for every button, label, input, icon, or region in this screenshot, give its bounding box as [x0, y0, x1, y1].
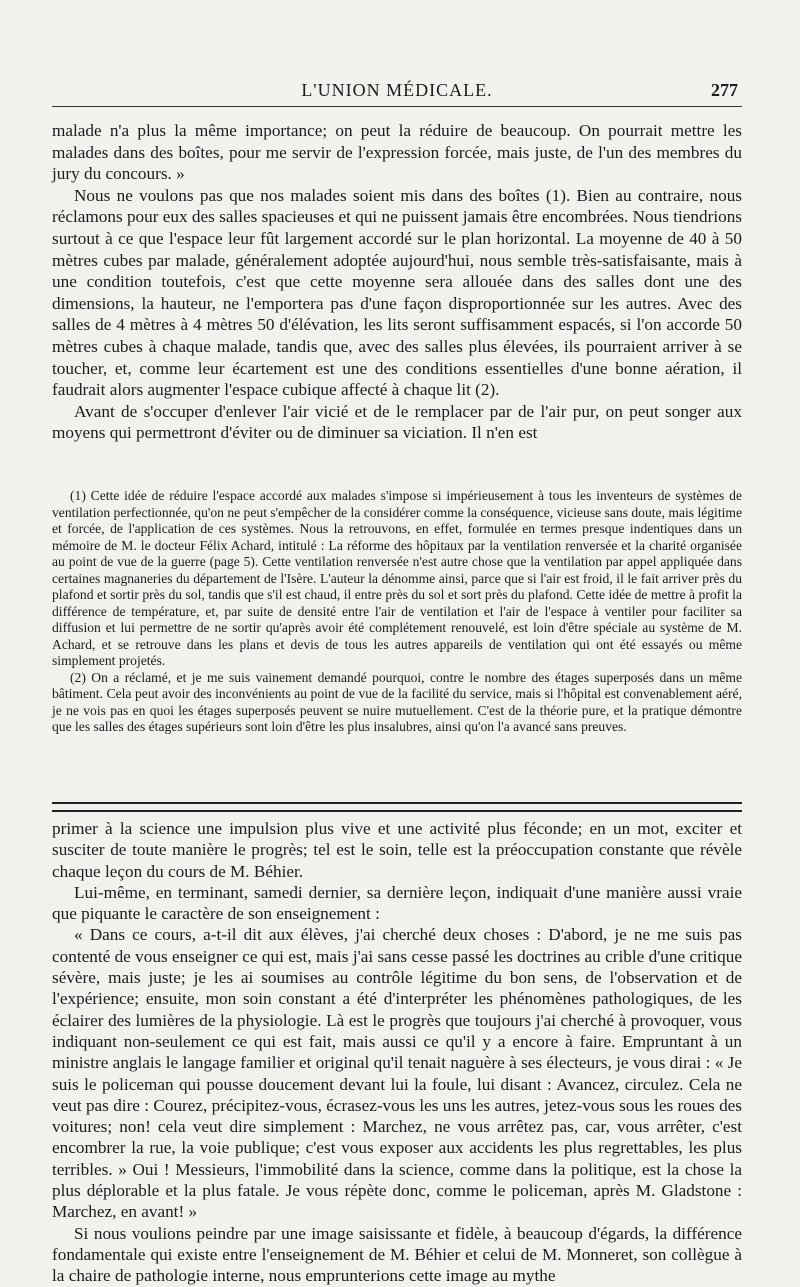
footnotes	[52, 488, 742, 736]
paragraph: Si nous voulions peindre par une image saisissante et fidèle, à beaucoup d'égards, la différence fondamentale qui existe entre l'enseignement de M. Béhier et celui de M. Monneret, son collègue à la chaire de pathologie interne, nous emprunterions cette image au mythe	[52, 1223, 742, 1286]
lower-text	[52, 818, 742, 1287]
paragraph: Lui-même, en terminant, samedi dernier, sa dernière leçon, indiquait d'une manière aussi vraie que piquante le caractère de son enseignement :	[52, 882, 742, 924]
header-rule	[52, 106, 742, 107]
paragraph: Nous ne voulons pas que nos malades soient mis dans des boîtes (1). Bien au contraire, nous réclamons pour eux des salles spacieuses et qui ne puissent jamais être encombrées. Nous tiendrions surtout à ce que l'espace leur fût largement accordé sur le plan horizontal. La moyenne de 40 à 50 mètres cubes par malade, généralement adoptée aujourd'hui, nous semble très-satisfaisante, mais à une condition toutefois, c'est que cette moyenne sera allouée dans des salles dont une des dimensions, la hauteur, ne l'emportera pas d'une façon disproportionnée sur les autres. Avec des salles de 4 mètres à 4 mètres 50 d'élévation, les lits seront suffisamment espacés, si l'on accorde 50 mètres cubes à chaque malade, tandis que, avec des salles plus élevées, ils pourraient arriver à se toucher, et, comme leur écartement est une des conditions essentielles d'une bonne aération, il faudrait alors augmenter l'espace cubique affecté à chaque lit (2).	[52, 185, 742, 400]
paragraph: « Dans ce cours, a-t-il dit aux élèves, j'ai cherché deux choses : D'abord, je ne me suis pas contenté de vous enseigner ce qui est, mais j'ai sans cesse passé les doctrines au crible d'une critique sévère, mais juste; je les ai soumises au contrôle légitime du bon sens, de l'observation et de l'expérience; ensuite, mon soin constant a été d'interpréter les phénomènes pathologiques, de les éclairer des lumières de la physiologie. Là est le progrès que toujours j'ai cherché à provoquer, vous indiquant non-seulement ce qui est fait, mais aussi ce qu'il y a encore à faire. Empruntant à un ministre anglais le langage familier et original qu'il tenait naguère à ses électeurs, je vous dirai : « Je suis le policeman qui pousse doucement devant lui la foule, lui disant : Avancez, circulez. Cela ne veut pas dire : Courez, précipitez-vous, écrasez-vous les uns les autres, jetez-vous sous les roues des voitures; non! cela veut dire simplement : Marchez, ne vous arrêtez pas, car, vous arrêter, c'est encombrer la rue, la voie publique; c'est vous exposer aux accidents les plus regrettables, les plus terribles. » Oui ! Messieurs, l'immobilité dans la science, comme dans la politique, est la chose la plus déplorable et la plus fatale. Je vous répète donc, comme le policeman, après M. Gladstone : Marchez, en avant! »	[52, 925, 742, 1222]
section-separator	[52, 802, 742, 812]
paragraph: primer à la science une impulsion plus vive et une activité plus féconde; en un mot, exciter et susciter de toute manière le progrès; tel est le soin, telle est la préoccupation constante que révèle chaque leçon du cours de M. Béhier.	[52, 819, 742, 881]
page-number: 277	[711, 80, 738, 100]
paragraph: Avant de s'occuper d'enlever l'air vicié et de le remplacer par de l'air pur, on peut songer aux moyens qui permettront d'éviter ou de diminuer sa viciation. Il n'en est	[52, 401, 742, 443]
main-text	[52, 120, 742, 444]
footnote-2: (2) On a réclamé, et je me suis vainement demandé pourquoi, contre le nombre des étages superposés dans un même bâtiment. Cela peut avoir des inconvénients au point de vue de la facilité du service, mais si l'hôpital est convenablement aéré, je ne vois pas en quoi les étages superposés peuvent se nuire mutuellement. C'est de la théorie pure, et la pratique démontre que les salles des étages supérieurs sont loin d'être les plus insalubres, ainsi qu'on l'a avancé sans preuves.	[52, 669, 742, 734]
paragraph: malade n'a plus la même importance; on peut la réduire de beaucoup. On pourrait mettre les malades dans des boîtes, pour me servir de l'expression forcée, mais juste, de l'un des membres du jury du concours. »	[52, 121, 742, 184]
page-header	[52, 78, 742, 104]
running-title: L'UNION MÉDICALE.	[301, 80, 493, 100]
footnote-1: (1) Cette idée de réduire l'espace accordé aux malades s'impose si impérieusement à tous les inventeurs de systèmes de ventilation perfectionnée, qu'on ne peut s'empêcher de la considérer comme la conséquence, vicieuse sans doute, mais légitime et forcée, de l'application de ces systèmes. Nous la retrouvons, en effet, formulée en termes presque indentiques dans un mémoire de M. le docteur Félix Achard, intitulé : La réforme des hôpitaux par la ventilation renversée et la charité organisée au point de vue de la guerre (page 5). Cette ventilation renversée n'est autre chose que la ventilation par appel appliquée dans certaines magnaneries du département de l'Isère. L'auteur la dénomme ainsi, parce que si l'air est froid, il le fait arriver près du plafond et sortir près du sol, tandis que s'il est chaud, il entre près du sol et sort près du plafond. Cette idée de mettre à profit la différence de température, et, par suite de densité entre l'air de ventilation et l'air de l'espace à ventiler pour faciliter sa diffusion et lui permettre de ne sortir qu'après avoir été complétement renouvelé, est loin d'être spéciale au système de M. Achard, et se retrouve dans les plans et devis de tous les autres appareils de ventilation qui ont été essayés ou même simplement projetés.	[52, 488, 742, 668]
